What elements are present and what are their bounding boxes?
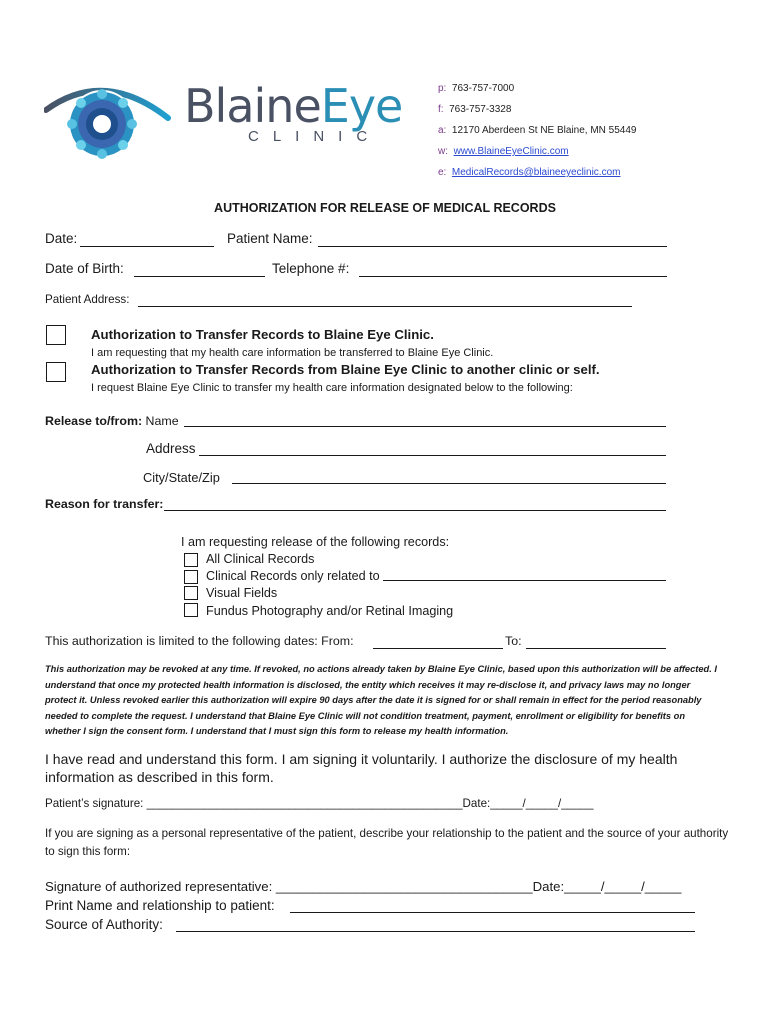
release-label: Release to/from: — [45, 414, 143, 428]
date-label: Date: — [45, 231, 78, 246]
consent-statement: I have read and understand this form. I am signing it voluntarily. I authorize the disclosure of my health information as described in this form. — [45, 751, 678, 785]
dob-label: Date of Birth: — [45, 261, 124, 276]
release-address-label: Address — [146, 441, 196, 456]
dob-field[interactable] — [134, 276, 265, 277]
telephone-field[interactable] — [359, 276, 667, 277]
patient-address-field[interactable] — [138, 306, 632, 307]
release-address-field[interactable] — [199, 455, 666, 456]
logo-subtitle: CLINIC — [248, 128, 382, 145]
all-clinical-records-checkbox[interactable] — [184, 553, 198, 567]
transfer-from-clinic-checkbox[interactable] — [46, 362, 66, 382]
patient-name-label: Patient Name: — [227, 231, 313, 246]
clinic-logo — [44, 72, 424, 164]
source-of-authority-label: Source of Authority: — [45, 917, 163, 932]
contact-address: a: 12170 Aberdeen St NE Blaine, MN 55449 — [438, 125, 637, 136]
release-city-label: City/State/Zip — [143, 470, 220, 485]
transfer-to-clinic-desc: I am requesting that my health care information be transferred to Blaine Eye Clinic. — [91, 347, 494, 359]
source-of-authority-field[interactable] — [176, 931, 695, 932]
from-date-field[interactable] — [373, 648, 503, 649]
clinical-records-related-checkbox[interactable] — [184, 570, 198, 584]
date-field[interactable] — [80, 246, 214, 247]
form-title: AUTHORIZATION FOR RELEASE OF MEDICAL RECORDS — [214, 201, 556, 215]
transfer-to-clinic-checkbox[interactable] — [46, 325, 66, 345]
fundus-photography-label: Fundus Photography and/or Retinal Imaging — [206, 604, 454, 618]
release-name-label: Name — [145, 414, 179, 428]
dates-label: This authorization is limited to the following dates: From: — [45, 634, 354, 648]
contact-email: e: MedicalRecords@blaineeyeclinic.com — [438, 167, 621, 178]
fundus-photography-checkbox[interactable] — [184, 603, 198, 617]
records-intro: I am requesting release of the following records: — [181, 535, 450, 549]
print-name-field[interactable] — [290, 912, 695, 913]
patient-address-label: Patient Address: — [45, 293, 130, 306]
representative-instructions: If you are signing as a personal representative of the patient, describe your relationship to the patient and the source of your authority to sign this form: — [45, 827, 729, 858]
telephone-label: Telephone #: — [272, 261, 350, 276]
to-date-label: To: — [505, 634, 522, 648]
patient-name-field[interactable] — [318, 246, 667, 247]
print-name-label: Print Name and relationship to patient: — [45, 898, 275, 913]
patient-signature-line[interactable]: Patient’s signature: _________________________________________________Date:_____/_____/_____ — [45, 797, 594, 810]
contact-phone: p: 763-757-7000 — [438, 83, 515, 94]
eye-logo-icon — [44, 72, 184, 164]
transfer-to-clinic-heading: Authorization to Transfer Records to Blaine Eye Clinic. — [91, 327, 434, 342]
contact-fax: f: 763-757-3328 — [438, 104, 512, 115]
email-link[interactable]: MedicalRecords@blaineeyeclinic.com — [451, 167, 621, 178]
visual-fields-label: Visual Fields — [206, 586, 278, 600]
visual-fields-checkbox[interactable] — [184, 586, 198, 600]
logo-wordmark: BlaineEye — [184, 79, 403, 133]
release-to-from-row — [45, 414, 179, 428]
release-city-field[interactable] — [232, 483, 666, 484]
revocation-disclaimer: This authorization may be revoked at any time. If revoked, no actions already taken by Blaine Eye Clinic, based upon this authorization will be affected. I understand that once my protected health information is disclosed, the entity which receives it may re-disclose it, and privacy laws may no longer protect it. Unless revoked earlier this authorization will expire 90 days after the date it is signed for or shall remain in effect for the period reasonably needed to complete the request. I understand that Blaine Eye Clinic will not condition treatment, payment, enrollment or eligibility for benefits on whether I sign the consent form. I understand that I must sign this form to release my health information. — [45, 664, 717, 737]
to-date-field[interactable] — [526, 648, 666, 649]
all-clinical-records-label: All Clinical Records — [206, 552, 315, 566]
representative-signature-line[interactable]: Signature of authorized representative: ___________________________________Date:_____/_____/_____ — [45, 879, 682, 894]
reason-field[interactable] — [164, 510, 666, 511]
clinical-records-related-field[interactable] — [383, 580, 666, 581]
reason-label: Reason for transfer: — [45, 497, 164, 511]
contact-website: w: www.BlaineEyeClinic.com — [438, 146, 569, 157]
transfer-from-clinic-heading: Authorization to Transfer Records from Blaine Eye Clinic to another clinic or self. — [91, 362, 600, 377]
website-link[interactable]: www.BlaineEyeClinic.com — [453, 146, 569, 157]
transfer-from-clinic-desc: I request Blaine Eye Clinic to transfer my health care information designated below to the following: — [91, 382, 573, 394]
clinical-records-related-label: Clinical Records only related to — [206, 569, 380, 583]
release-name-field[interactable] — [184, 426, 666, 427]
